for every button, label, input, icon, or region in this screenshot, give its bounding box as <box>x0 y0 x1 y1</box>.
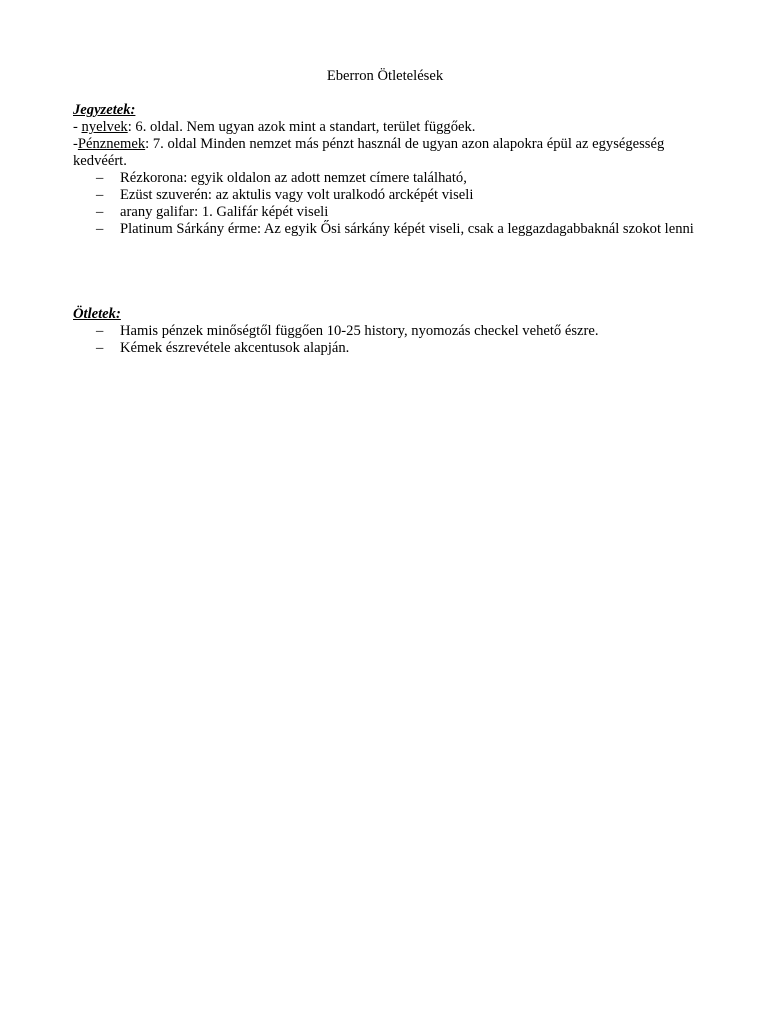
currencies-text: : 7. oldal Minden nemzet más pénzt használ de ugyan azon alapokra épül az egységesség kedvéért. <box>73 136 665 169</box>
coin-text: Ezüst szuverén: az aktulis vagy volt uralkodó arcképét viseli <box>120 187 474 203</box>
ideas-heading: Ötletek: <box>73 306 121 322</box>
ideas-list <box>73 323 697 357</box>
currencies-line <box>73 136 697 170</box>
coin-text: Rézkorona: egyik oldalon az adott nemzet címere található, <box>120 170 467 186</box>
idea-text: Hamis pénzek minőségtől függően 10-25 history, nyomozás checkel vehető észre. <box>120 323 599 339</box>
list-item <box>73 323 697 340</box>
spacer <box>73 238 697 306</box>
list-item <box>73 170 697 187</box>
languages-term: nyelvek <box>81 119 128 135</box>
coin-list <box>73 170 697 238</box>
dash-bullet: – <box>96 204 104 220</box>
languages-line <box>73 119 697 136</box>
idea-text: Kémek észrevétele akcentusok alapján. <box>120 340 350 356</box>
currencies-term: Pénznemek <box>77 136 146 152</box>
document-page <box>73 68 697 357</box>
dash-bullet: – <box>96 187 104 203</box>
list-item <box>73 340 697 357</box>
list-item <box>73 204 697 221</box>
spacer <box>73 85 697 102</box>
currencies-prefix: - <box>73 136 78 152</box>
dash-bullet: – <box>96 221 104 237</box>
document-title: Eberron Ötletelések <box>326 68 444 84</box>
coin-text: arany galifar: 1. Galifár képét viseli <box>120 204 329 220</box>
list-item <box>73 187 697 204</box>
dash-bullet: – <box>96 170 104 186</box>
list-item <box>73 221 697 238</box>
coin-text: Platinum Sárkány érme: Az egyik Ősi sárkány képét viseli, csak a leggazdagabbaknál szokot lenni <box>120 221 694 237</box>
languages-prefix: - <box>73 119 82 135</box>
languages-text: : 6. oldal. Nem ugyan azok mint a standart, terület függőek. <box>127 119 476 135</box>
dash-bullet: – <box>96 323 104 339</box>
notes-heading: Jegyzetek: <box>73 102 136 118</box>
dash-bullet: – <box>96 340 104 356</box>
